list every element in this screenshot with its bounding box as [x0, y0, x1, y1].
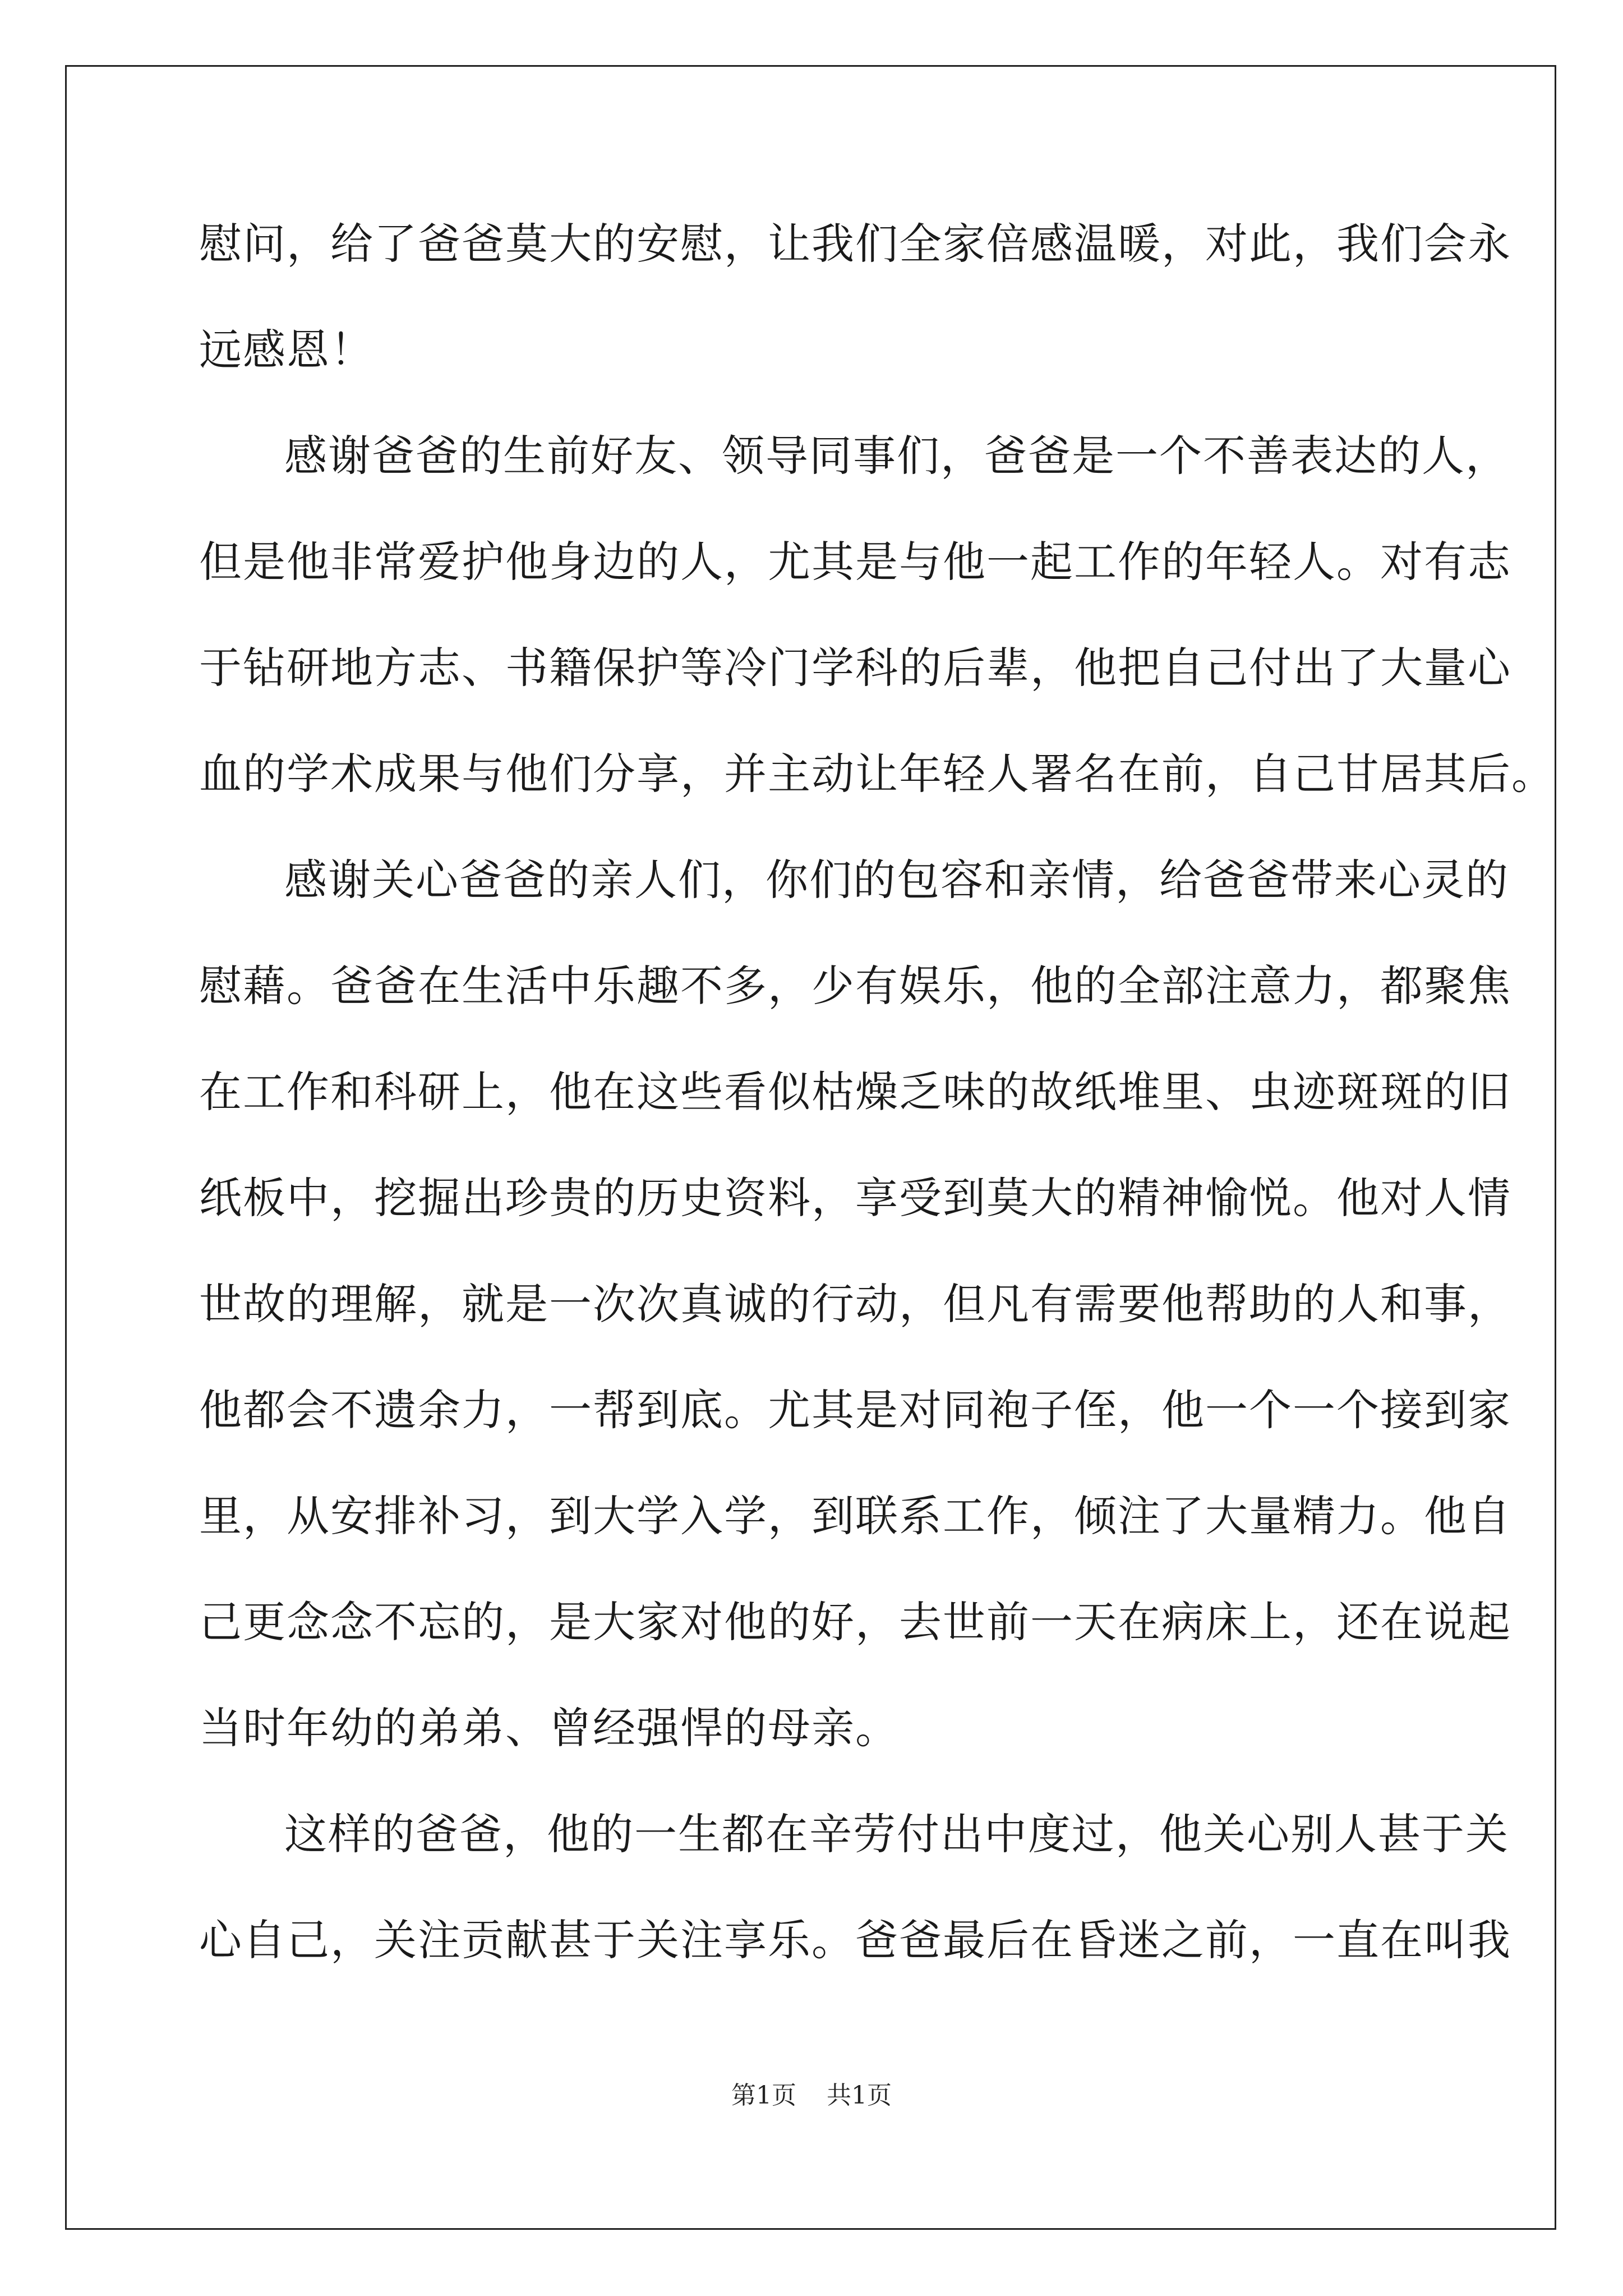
text-line: 血的学术成果与他们分享，并主动让年轻人署名在前，自己甘居其后。 — [199, 749, 1555, 799]
text-line: 感谢关心爸爸的亲人们，你们的包容和亲情，给爸爸带来心灵的 — [284, 855, 1509, 905]
page-number: 第1页 — [731, 2081, 796, 2110]
text-line: 里，从安排补习，到大学入学，到联系工作，倾注了大量精力。他自 — [199, 1491, 1511, 1541]
page-total: 共1页 — [827, 2081, 892, 2110]
text-line: 他都会不遗余力，一帮到底。尤其是对同袍子侄，他一个一个接到家 — [199, 1385, 1511, 1435]
text-line: 纸板中，挖掘出珍贵的历史资料，享受到莫大的精神愉悦。他对人情 — [199, 1173, 1511, 1223]
text-line: 这样的爸爸，他的一生都在辛劳付出中度过，他关心别人甚于关 — [284, 1809, 1509, 1859]
text-line: 于钻研地方志、书籍保护等冷门学科的后辈，他把自己付出了大量心 — [199, 643, 1511, 693]
text-line: 但是他非常爱护他身边的人，尤其是与他一起工作的年轻人。对有志 — [199, 537, 1511, 587]
page-footer — [0, 2079, 1623, 2113]
document-body — [199, 191, 1555, 1993]
text-line: 在工作和科研上，他在这些看似枯燥乏味的故纸堆里、虫迹斑斑的旧 — [199, 1067, 1511, 1117]
text-line: 慰问，给了爸爸莫大的安慰，让我们全家倍感温暖，对此，我们会永 — [199, 219, 1511, 269]
text-line: 心自己，关注贡献甚于关注享乐。爸爸最后在昏迷之前，一直在叫我 — [199, 1915, 1511, 1965]
text-line: 远感恩！ — [199, 325, 374, 375]
text-line: 慰藉。爸爸在生活中乐趣不多，少有娱乐，他的全部注意力，都聚焦 — [199, 961, 1511, 1011]
text-line: 当时年幼的弟弟、曾经强悍的母亲。 — [199, 1703, 899, 1753]
text-line: 世故的理解，就是一次次真诚的行动，但凡有需要他帮助的人和事， — [199, 1279, 1511, 1329]
text-line: 己更念念不忘的，是大家对他的好，去世前一天在病床上，还在说起 — [199, 1597, 1511, 1647]
text-line: 感谢爸爸的生前好友、领导同事们，爸爸是一个不善表达的人， — [284, 431, 1509, 481]
